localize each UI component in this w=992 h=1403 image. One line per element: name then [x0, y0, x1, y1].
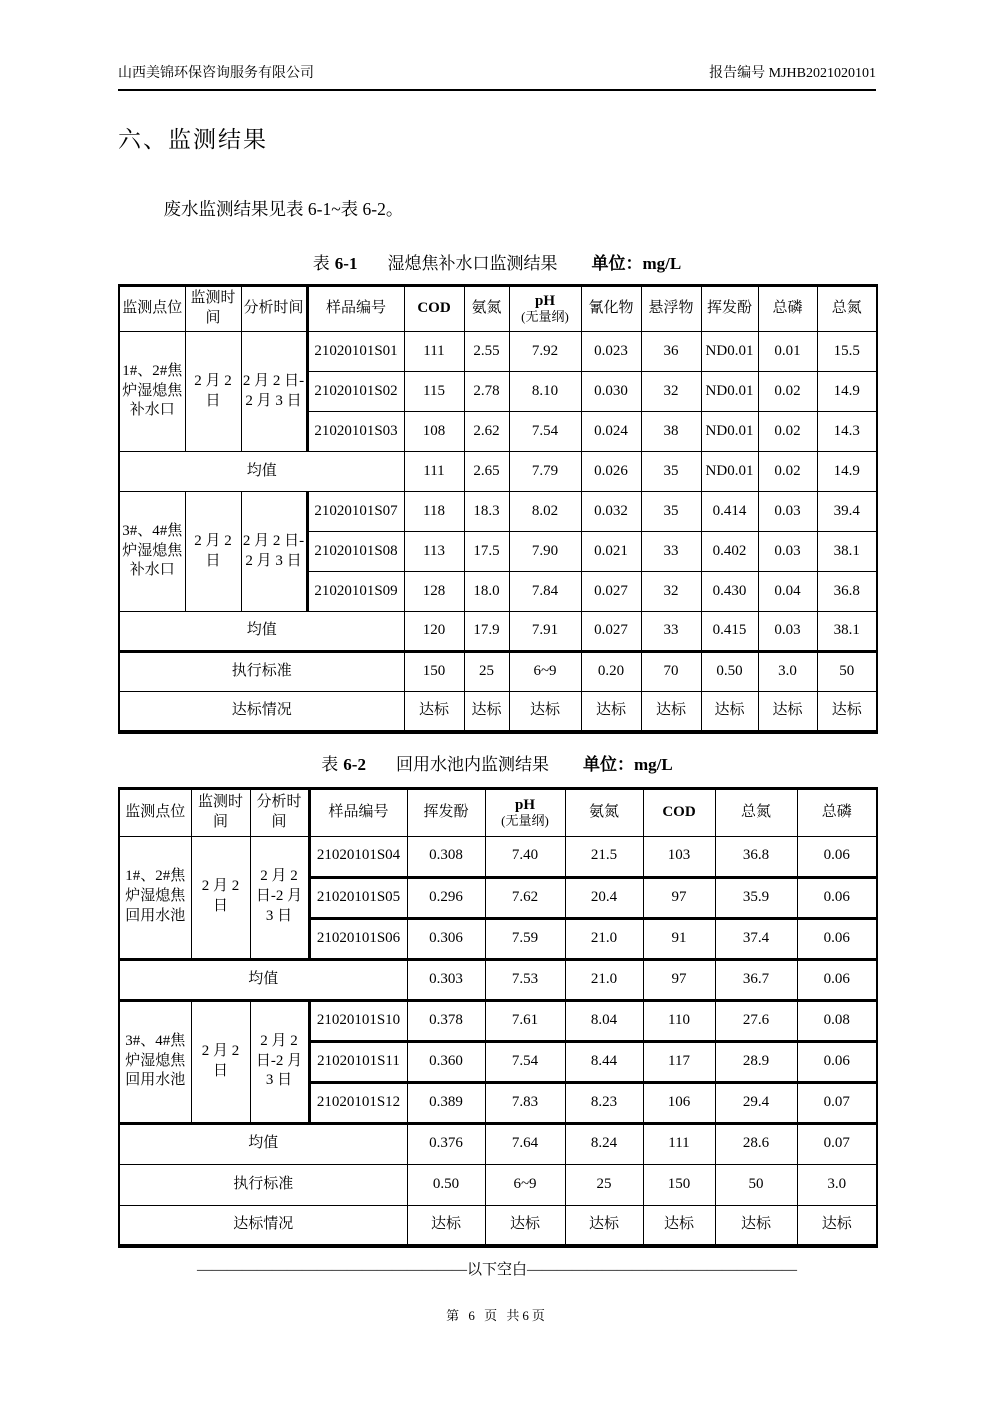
header-cell: 总磷 [797, 788, 877, 836]
value-cell: 33 [641, 532, 701, 572]
value-cell: 111 [404, 332, 464, 372]
avg-label-cell: 均值 [119, 612, 404, 652]
value-cell: 17.9 [464, 612, 509, 652]
value-cell: 35 [641, 492, 701, 532]
value-cell: 达标 [797, 1205, 877, 1246]
value-cell: 36.8 [817, 572, 877, 612]
page-header [118, 0, 876, 91]
dash-run-left: —————————————————— [196, 1262, 467, 1278]
value-cell: 0.024 [581, 412, 641, 452]
value-cell: ND0.01 [701, 372, 758, 412]
time-cell: 2 月 2 日 [191, 1000, 250, 1123]
value-cell: 0.03 [758, 492, 817, 532]
value-cell: ND0.01 [701, 332, 758, 372]
value-cell: 27.6 [715, 1000, 797, 1041]
value-cell: 0.402 [701, 532, 758, 572]
ph-label: pH [514, 796, 535, 813]
caption-unit: 单位：mg/L [591, 254, 682, 273]
sample-row [119, 332, 877, 372]
value-cell: 36 [641, 332, 701, 372]
value-cell: 8.10 [509, 372, 581, 412]
ph-label: pH [534, 293, 555, 310]
value-cell: 150 [643, 1164, 715, 1205]
header-cell: 样品编号 [307, 286, 404, 332]
header-cell: 氰化物 [581, 286, 641, 332]
ph-sublabel: (无量纲) [501, 812, 549, 828]
sample-id-cell: 21020101S07 [307, 492, 404, 532]
value-cell: 7.61 [485, 1000, 565, 1041]
value-cell: 7.83 [485, 1082, 565, 1123]
monitoring-table-6-1 [118, 284, 878, 734]
value-cell: 0.032 [581, 492, 641, 532]
value-cell: 达标 [404, 692, 464, 732]
value-cell: 0.027 [581, 572, 641, 612]
value-cell: 8.04 [565, 1000, 643, 1041]
avg-row [119, 452, 877, 492]
value-cell: 106 [643, 1082, 715, 1123]
value-cell: 17.5 [464, 532, 509, 572]
result-row [119, 1205, 877, 1246]
caption-label: 表 [312, 254, 330, 273]
value-cell: 0.360 [407, 1041, 485, 1082]
sample-row [119, 1000, 877, 1041]
value-cell: 20.4 [565, 877, 643, 918]
value-cell: 0.430 [701, 572, 758, 612]
value-cell: 0.06 [797, 877, 877, 918]
value-cell: 0.02 [758, 372, 817, 412]
header-cell: 监测时间 [191, 788, 250, 836]
value-cell: 8.44 [565, 1041, 643, 1082]
value-cell: 0.376 [407, 1123, 485, 1164]
standard-label-cell: 执行标准 [119, 652, 404, 692]
header-cell: COD [404, 286, 464, 332]
value-cell: 达标 [485, 1205, 565, 1246]
ph-sublabel: (无量纲) [521, 309, 569, 325]
value-cell: 0.06 [797, 918, 877, 959]
below-blank-line [118, 1258, 876, 1279]
standard-row [119, 652, 877, 692]
value-cell: 0.02 [758, 412, 817, 452]
value-cell: 0.414 [701, 492, 758, 532]
value-cell: 115 [404, 372, 464, 412]
value-cell: 21.0 [565, 918, 643, 959]
value-cell: 29.4 [715, 1082, 797, 1123]
value-cell: 0.296 [407, 877, 485, 918]
caption-number: 6-1 [334, 254, 358, 273]
value-cell: 达标 [464, 692, 509, 732]
value-cell: 0.021 [581, 532, 641, 572]
value-cell: 0.20 [581, 652, 641, 692]
value-cell: 0.026 [581, 452, 641, 492]
below-blank-text: 以下空白 [466, 1262, 527, 1278]
sample-id-cell: 21020101S02 [307, 372, 404, 412]
value-cell: 21.0 [565, 959, 643, 1000]
report-number: 报告编号 MJHB2021020101 [709, 66, 876, 81]
value-cell: ND0.01 [701, 452, 758, 492]
value-cell: 达标 [407, 1205, 485, 1246]
value-cell: 0.50 [407, 1164, 485, 1205]
value-cell: 37.4 [715, 918, 797, 959]
value-cell: 2.62 [464, 412, 509, 452]
value-cell: 达标 [643, 1205, 715, 1246]
value-cell: 7.54 [485, 1041, 565, 1082]
table-header-row [119, 286, 877, 332]
value-cell: 达标 [581, 692, 641, 732]
dash-run-right: —————————————————— [527, 1262, 797, 1278]
value-cell: 39.4 [817, 492, 877, 532]
avg-row [119, 1123, 877, 1164]
value-cell: 0.308 [407, 836, 485, 877]
caption-unit: 单位：mg/L [582, 754, 673, 774]
sample-row [119, 492, 877, 532]
sample-id-cell: 21020101S03 [307, 412, 404, 452]
value-cell: 14.9 [817, 372, 877, 412]
value-cell: 38 [641, 412, 701, 452]
value-cell: 35 [641, 452, 701, 492]
analysis-cell: 2 月 2 日-2 月 3 日 [241, 332, 307, 452]
avg-label-cell: 均值 [119, 452, 404, 492]
value-cell: 18.3 [464, 492, 509, 532]
header-cell: 监测点位 [119, 286, 185, 332]
header-cell: COD [643, 788, 715, 836]
sample-id-cell: 21020101S12 [309, 1082, 407, 1123]
page-number: 第 6 页 共6页 [446, 1308, 548, 1323]
value-cell: 110 [643, 1000, 715, 1041]
header-cell: 挥发酚 [701, 286, 758, 332]
value-cell: 7.92 [509, 332, 581, 372]
table2-caption [118, 750, 876, 775]
value-cell: 0.378 [407, 1000, 485, 1041]
value-cell: 32 [641, 572, 701, 612]
analysis-cell: 2 月 2 日-2 月 3 日 [250, 1000, 309, 1123]
value-cell: ND0.01 [701, 412, 758, 452]
caption-number: 6-2 [343, 754, 366, 774]
value-cell: 7.91 [509, 612, 581, 652]
header-cell [485, 788, 565, 836]
sample-id-cell: 21020101S04 [309, 836, 407, 877]
header-cell: 总氮 [817, 286, 877, 332]
value-cell: 7.62 [485, 877, 565, 918]
value-cell: 28.6 [715, 1123, 797, 1164]
header-cell: 监测点位 [119, 788, 191, 836]
value-cell: 8.02 [509, 492, 581, 532]
sample-id-cell: 21020101S05 [309, 877, 407, 918]
page-content [118, 0, 876, 1324]
value-cell: 21.5 [565, 836, 643, 877]
value-cell: 14.3 [817, 412, 877, 452]
header-cell: 氨氮 [464, 286, 509, 332]
avg-label-cell: 均值 [119, 959, 407, 1000]
value-cell: 50 [817, 652, 877, 692]
value-cell: 3.0 [797, 1164, 877, 1205]
time-cell: 2 月 2 日 [191, 836, 250, 959]
value-cell: 150 [404, 652, 464, 692]
value-cell: 7.40 [485, 836, 565, 877]
value-cell: 0.08 [797, 1000, 877, 1041]
value-cell: 0.06 [797, 836, 877, 877]
value-cell: 8.23 [565, 1082, 643, 1123]
header-cell [509, 286, 581, 332]
sample-id-cell: 21020101S09 [307, 572, 404, 612]
value-cell: 2.65 [464, 452, 509, 492]
value-cell: 达标 [565, 1205, 643, 1246]
table1-caption [118, 249, 876, 274]
header-cell: 总磷 [758, 286, 817, 332]
caption-title: 回用水池内监测结果 [395, 754, 549, 774]
point-cell: 3#、4#焦炉湿熄焦补水口 [119, 492, 185, 612]
sample-id-cell: 21020101S08 [307, 532, 404, 572]
value-cell: 15.5 [817, 332, 877, 372]
value-cell: 0.04 [758, 572, 817, 612]
header-cell: 挥发酚 [407, 788, 485, 836]
monitoring-table-6-2 [118, 787, 878, 1249]
sample-id-cell: 21020101S11 [309, 1041, 407, 1082]
value-cell: 117 [643, 1041, 715, 1082]
value-cell: 38.1 [817, 612, 877, 652]
avg-row [119, 612, 877, 652]
value-cell: 7.79 [509, 452, 581, 492]
intro-paragraph: 废水监测结果见表 6-1~表 6-2。 [163, 199, 404, 219]
caption-title: 湿熄焦补水口监测结果 [387, 254, 558, 273]
value-cell: 97 [643, 959, 715, 1000]
value-cell: 0.01 [758, 332, 817, 372]
value-cell: 0.02 [758, 452, 817, 492]
value-cell: 0.06 [797, 1041, 877, 1082]
value-cell: 128 [404, 572, 464, 612]
section-title: 六、监测结果 [118, 127, 268, 152]
analysis-cell: 2 月 2 日-2 月 3 日 [250, 836, 309, 959]
value-cell: 38.1 [817, 532, 877, 572]
value-cell: 7.90 [509, 532, 581, 572]
value-cell: 6~9 [509, 652, 581, 692]
value-cell: 70 [641, 652, 701, 692]
value-cell: 7.59 [485, 918, 565, 959]
value-cell: 达标 [758, 692, 817, 732]
sample-id-cell: 21020101S06 [309, 918, 407, 959]
point-cell: 3#、4#焦炉湿熄焦回用水池 [119, 1000, 191, 1123]
result-label-cell: 达标情况 [119, 1205, 407, 1246]
value-cell: 0.03 [758, 612, 817, 652]
value-cell: 50 [715, 1164, 797, 1205]
analysis-cell: 2 月 2 日-2 月 3 日 [241, 492, 307, 612]
value-cell: 0.06 [797, 959, 877, 1000]
result-row [119, 692, 877, 732]
value-cell: 36.8 [715, 836, 797, 877]
header-cell: 氨氮 [565, 788, 643, 836]
value-cell: 111 [643, 1123, 715, 1164]
caption-label: 表 [321, 754, 339, 774]
value-cell: 0.027 [581, 612, 641, 652]
value-cell: 32 [641, 372, 701, 412]
value-cell: 118 [404, 492, 464, 532]
value-cell: 35.9 [715, 877, 797, 918]
value-cell: 25 [565, 1164, 643, 1205]
table-header-row [119, 788, 877, 836]
value-cell: 达标 [817, 692, 877, 732]
value-cell: 25 [464, 652, 509, 692]
value-cell: 18.0 [464, 572, 509, 612]
value-cell: 达标 [641, 692, 701, 732]
value-cell: 108 [404, 412, 464, 452]
value-cell: 2.55 [464, 332, 509, 372]
time-cell: 2 月 2 日 [185, 492, 241, 612]
result-label-cell: 达标情况 [119, 692, 404, 732]
value-cell: 111 [404, 452, 464, 492]
value-cell: 达标 [715, 1205, 797, 1246]
header-cell: 分析时间 [250, 788, 309, 836]
standard-label-cell: 执行标准 [119, 1164, 407, 1205]
value-cell: 0.07 [797, 1082, 877, 1123]
sample-id-cell: 21020101S10 [309, 1000, 407, 1041]
value-cell: 0.50 [701, 652, 758, 692]
value-cell: 7.53 [485, 959, 565, 1000]
value-cell: 7.64 [485, 1123, 565, 1164]
sample-id-cell: 21020101S01 [307, 332, 404, 372]
value-cell: 达标 [509, 692, 581, 732]
value-cell: 0.03 [758, 532, 817, 572]
value-cell: 2.78 [464, 372, 509, 412]
point-cell: 1#、2#焦炉湿熄焦补水口 [119, 332, 185, 452]
value-cell: 8.24 [565, 1123, 643, 1164]
value-cell: 7.84 [509, 572, 581, 612]
value-cell: 113 [404, 532, 464, 572]
value-cell: 0.023 [581, 332, 641, 372]
sample-row [119, 836, 877, 877]
value-cell: 36.7 [715, 959, 797, 1000]
time-cell: 2 月 2 日 [185, 332, 241, 452]
value-cell: 120 [404, 612, 464, 652]
value-cell: 0.306 [407, 918, 485, 959]
value-cell: 91 [643, 918, 715, 959]
value-cell: 33 [641, 612, 701, 652]
avg-row [119, 959, 877, 1000]
value-cell: 14.9 [817, 452, 877, 492]
company-name: 山西美锦环保咨询服务有限公司 [118, 66, 314, 81]
value-cell: 0.303 [407, 959, 485, 1000]
value-cell: 3.0 [758, 652, 817, 692]
value-cell: 7.54 [509, 412, 581, 452]
header-cell: 悬浮物 [641, 286, 701, 332]
value-cell: 97 [643, 877, 715, 918]
value-cell: 28.9 [715, 1041, 797, 1082]
header-cell: 样品编号 [309, 788, 407, 836]
standard-row [119, 1164, 877, 1205]
value-cell: 103 [643, 836, 715, 877]
value-cell: 0.389 [407, 1082, 485, 1123]
value-cell: 6~9 [485, 1164, 565, 1205]
header-cell: 分析时间 [241, 286, 307, 332]
value-cell: 0.07 [797, 1123, 877, 1164]
avg-label-cell: 均值 [119, 1123, 407, 1164]
value-cell: 0.415 [701, 612, 758, 652]
value-cell: 0.030 [581, 372, 641, 412]
point-cell: 1#、2#焦炉湿熄焦回用水池 [119, 836, 191, 959]
header-cell: 总氮 [715, 788, 797, 836]
value-cell: 达标 [701, 692, 758, 732]
header-cell: 监测时间 [185, 286, 241, 332]
